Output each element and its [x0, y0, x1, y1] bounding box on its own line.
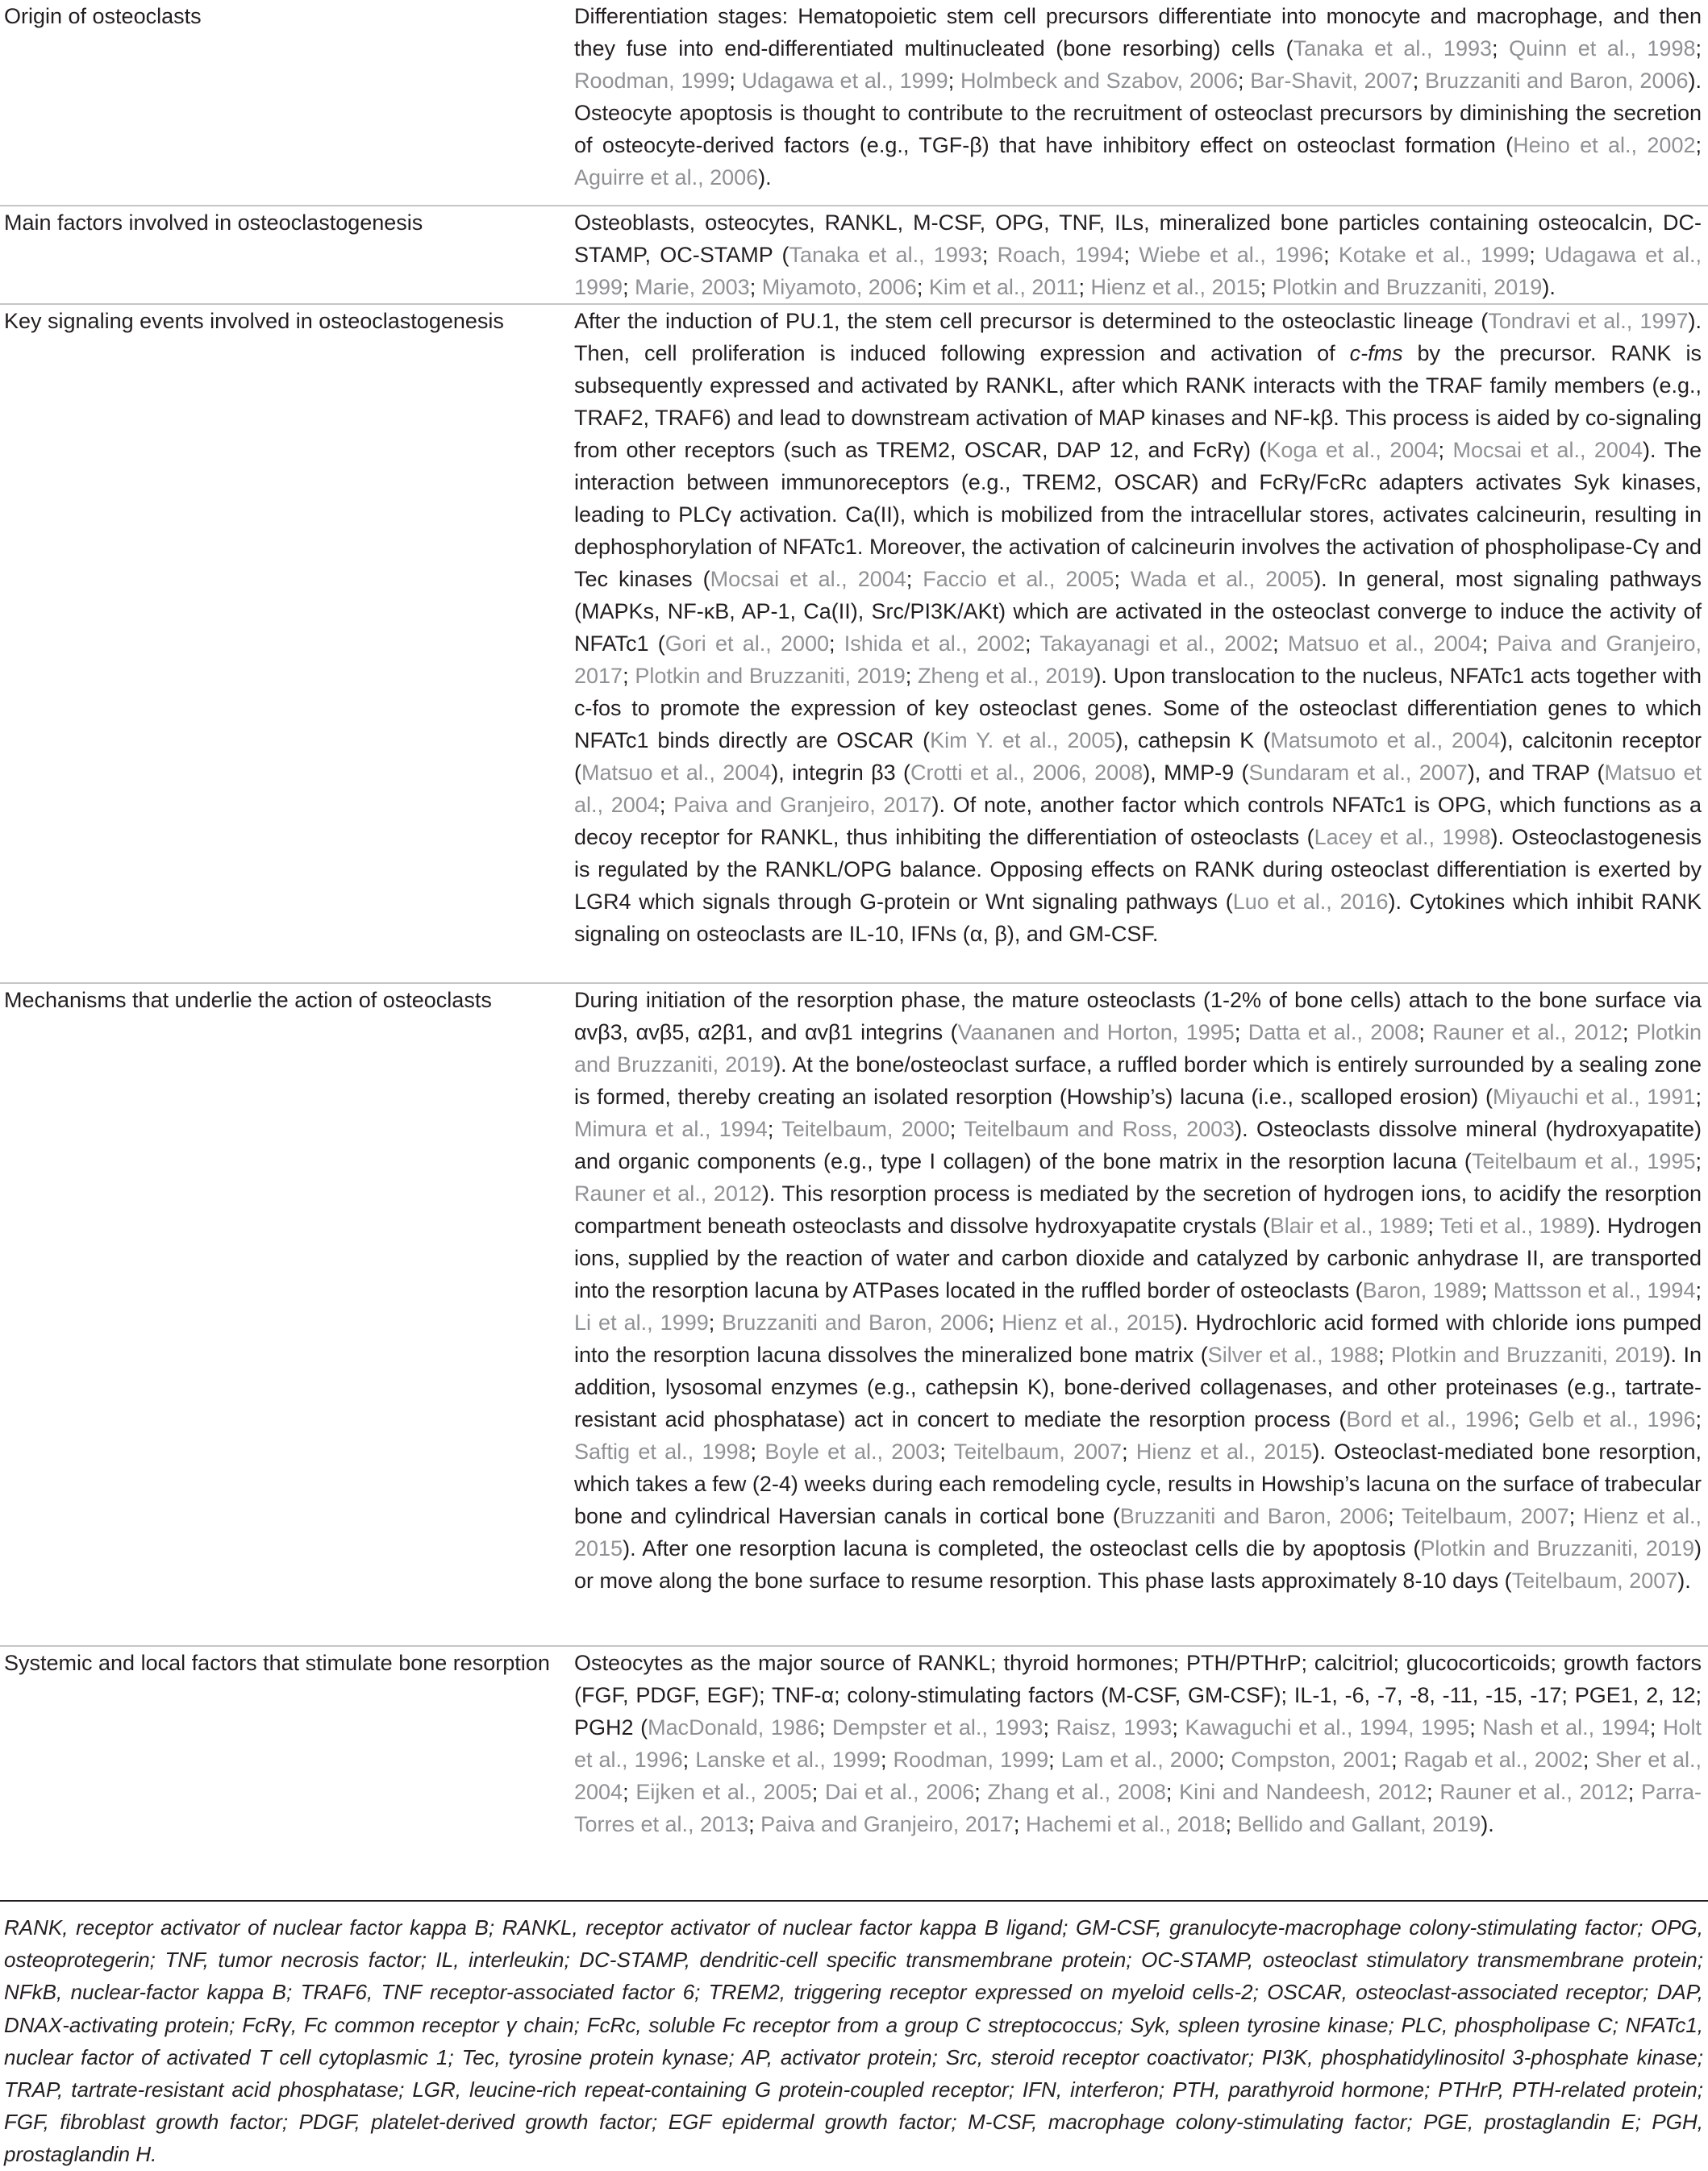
- citation: Rauner et al., 2012: [1432, 1020, 1623, 1044]
- citation: Bord et al., 1996: [1346, 1407, 1514, 1431]
- citation: Plotkin and Bruzzaniti, 2019: [574, 1020, 1702, 1077]
- text-segment: ;: [708, 1311, 723, 1335]
- text-segment: ;: [819, 1715, 833, 1740]
- citation: Saftig et al., 1998: [574, 1440, 751, 1464]
- text-segment: ;: [1391, 1748, 1404, 1772]
- text-segment: ;: [1225, 1812, 1238, 1836]
- text-segment: ;: [623, 664, 635, 688]
- citation: Plotkin and Bruzzaniti, 2019: [635, 664, 906, 688]
- text-segment: ;: [1123, 243, 1139, 267]
- citation: Faccio et al., 2005: [923, 567, 1114, 591]
- row-text: [574, 0, 1708, 205]
- text-segment: ).: [1542, 275, 1556, 299]
- citation: Paiva and Granjeiro, 2017: [574, 631, 1702, 688]
- citation: Bruzzaniti and Baron, 2006: [722, 1311, 989, 1335]
- text-segment: During initiation of the resorption phase, the mature osteoclasts (1-2% of bone cells) attach to the bone surface via αvβ3, αvβ5, α2β1, and αvβ1 integrins (: [574, 988, 1702, 1044]
- citation: Plotkin and Bruzzaniti, 2019: [1272, 275, 1543, 299]
- citation: Hachemi et al., 2018: [1025, 1812, 1226, 1836]
- table-row: [0, 0, 1708, 205]
- text-segment: ). The interaction between immunoreceptors (e.g., TREM2, OSCAR) and FcRγ/FcRc adapters activates Syk kinases, leading to PLCγ activation. Ca(II), which is mobilized from the intracellular stores, activates calcineurin, resulting in dephosphorylation of NFATc1. Moreover, the activation of calcineurin involves the activation of phospholipase-Cγ and Tec kinases (: [574, 438, 1702, 591]
- citation: Teitelbaum, 2007: [953, 1440, 1123, 1464]
- citation: Roach, 1994: [997, 243, 1124, 267]
- citation: Nash et al., 1994: [1482, 1715, 1650, 1740]
- citation: Luo et al., 2016: [1232, 890, 1389, 914]
- citation: Bellido and Gallant, 2019: [1237, 1812, 1481, 1836]
- citation: Sher et al., 2004: [574, 1748, 1702, 1804]
- citation: Eijken et al., 2005: [635, 1780, 812, 1804]
- text-segment: ). Hydrochloric acid formed with chloride ions pumped into the resorption lacuna dissolves the mineralized bone matrix (: [574, 1311, 1702, 1367]
- text-segment: ;: [1412, 69, 1425, 93]
- text-segment: ;: [1043, 1715, 1056, 1740]
- text-segment: ). Osteocyte apoptosis is thought to contribute to the recruitment of osteoclast precursors by diminishing the secretion of osteocyte-derived factors (e.g., TGF-β) that have inhibitory effect on osteoclast formation (: [574, 69, 1702, 157]
- table-row: [0, 303, 1708, 982]
- text-segment: ). After one resorption lacuna is completed, the osteoclast cells die by apoptosis (: [623, 1536, 1421, 1561]
- citation: Teitelbaum, 2007: [1511, 1569, 1678, 1593]
- text-segment: ;: [916, 275, 929, 299]
- citation: Teti et al., 1989: [1439, 1214, 1588, 1238]
- text-segment: ). Cytokines which inhibit RANK signaling on osteoclasts are IL-10, IFNs (α, β), and GM-CSF.: [574, 890, 1702, 946]
- citation: Plotkin and Bruzzaniti, 2019: [1420, 1536, 1694, 1561]
- text-segment: ;: [1078, 275, 1091, 299]
- citation: Udagawa et al., 1999: [741, 69, 948, 93]
- row-label: Main factors involved in osteoclastogenesis: [4, 210, 423, 235]
- citation: Paiva and Granjeiro, 2017: [760, 1812, 1014, 1836]
- text-segment: ;: [1695, 36, 1702, 60]
- text-segment: ;: [1122, 1440, 1136, 1464]
- text-segment: ).: [758, 165, 772, 190]
- citation: Hienz et al., 2015: [574, 1504, 1702, 1561]
- text-segment: ), MMP-9 (: [1143, 760, 1249, 785]
- text-segment: ;: [1427, 1214, 1440, 1238]
- citation: Kawaguchi et al., 1994, 1995: [1185, 1715, 1470, 1740]
- text-segment: ;: [811, 1780, 825, 1804]
- text-segment: ;: [1114, 567, 1131, 591]
- row-text: [574, 305, 1708, 982]
- citation: Roodman, 1999: [893, 1748, 1049, 1772]
- citation: Boyle et al., 2003: [764, 1440, 940, 1464]
- citation: Dai et al., 2006: [824, 1780, 975, 1804]
- citation: Koga et al., 2004: [1266, 438, 1439, 462]
- citation: Mattsson et al., 1994: [1493, 1278, 1696, 1302]
- text-segment: ;: [1695, 1149, 1702, 1173]
- citation: Bar-Shavit, 2007: [1250, 69, 1413, 93]
- citation: Miyauchi et al., 1991: [1492, 1085, 1696, 1109]
- row-label: Origin of osteoclasts: [4, 4, 202, 28]
- text-segment: ;: [1323, 243, 1339, 267]
- text-segment: After the induction of PU.1, the stem cell precursor is determined to the osteoclastic lineage (: [574, 309, 1489, 333]
- text-segment: ;: [988, 1311, 1002, 1335]
- citation: Teitelbaum et al., 1995: [1471, 1149, 1696, 1173]
- text-segment: ), cathepsin K (: [1115, 728, 1271, 752]
- citation: Teitelbaum and Ross, 2003: [964, 1117, 1235, 1141]
- text-segment: ;: [1427, 1780, 1440, 1804]
- text-segment: ;: [1418, 1020, 1433, 1044]
- citation: Matsuo et al., 2004: [574, 760, 1702, 817]
- citation: Marie, 2003: [635, 275, 750, 299]
- text-segment: ).: [1481, 1812, 1494, 1836]
- row-label: Key signaling events involved in osteoclastogenesis: [4, 309, 504, 333]
- citation: Holt et al., 1996: [574, 1715, 1702, 1772]
- citation: Crotti et al., 2006, 2008: [910, 760, 1144, 785]
- citation: Kotake et al., 1999: [1338, 243, 1530, 267]
- citation: Lanske et al., 1999: [695, 1748, 881, 1772]
- text-segment: ;: [1529, 243, 1544, 267]
- text-segment: ). In addition, lysosomal enzymes (e.g., cathepsin K), bone-derived collagenases, and other proteinases (e.g., tartrate-resistant acid phosphatase) act in concert to mediate the resorption process (: [574, 1343, 1702, 1431]
- text-segment: ;: [1013, 1812, 1026, 1836]
- citation: Lam et al., 2000: [1060, 1748, 1219, 1772]
- text-segment: ;: [749, 275, 762, 299]
- citation: Gelb et al., 1996: [1528, 1407, 1696, 1431]
- citation: Udagawa et al., 1999: [574, 243, 1702, 299]
- text-segment: ;: [750, 1440, 765, 1464]
- citation: Bruzzaniti and Baron, 2006: [1424, 69, 1689, 93]
- citation: Hienz et al., 2015: [1002, 1311, 1175, 1335]
- text-segment: ). This resorption process is mediated by the secretion of hydrogen ions, to acidify the resorption compartment beneath osteoclasts and dissolve hydroxyapatite crystals (: [574, 1181, 1702, 1238]
- text-segment: ;: [1695, 1278, 1702, 1302]
- row-text: [574, 1647, 1708, 1881]
- citation: Miyamoto, 2006: [761, 275, 917, 299]
- citation: Vaananen and Horton, 1995: [957, 1020, 1235, 1044]
- table-row: [0, 982, 1708, 1645]
- text-segment: ;: [729, 69, 742, 93]
- text-segment: ).: [1677, 1569, 1691, 1593]
- citation: Aguirre et al., 2006: [574, 165, 759, 190]
- text-segment: ). Osteoclasts dissolve mineral (hydroxyapatite) and organic components (e.g., type I collagen) of the bone matrix in the resorption lacuna (: [574, 1117, 1702, 1173]
- text-segment: ;: [906, 567, 923, 591]
- row-label: Mechanisms that underlie the action of osteoclasts: [4, 988, 492, 1012]
- text-segment: ;: [1481, 1278, 1493, 1302]
- text-segment: ;: [1260, 275, 1273, 299]
- citation: Matsuo et al., 2004: [1287, 631, 1482, 656]
- citation: Wada et al., 2005: [1131, 567, 1314, 591]
- citation: Heino et al., 2002: [1513, 133, 1696, 157]
- citation: Kim Y. et al., 2005: [930, 728, 1116, 752]
- text-segment: ;: [1492, 36, 1510, 60]
- citation: Mimura et al., 1994: [574, 1117, 768, 1141]
- citation: Plotkin and Bruzzaniti, 2019: [1391, 1343, 1664, 1367]
- text-segment: ;: [1378, 1343, 1392, 1367]
- text-segment: ;: [1218, 1748, 1231, 1772]
- text-segment: ;: [829, 631, 844, 656]
- citation: Teitelbaum, 2007: [1401, 1504, 1569, 1528]
- text-segment: ;: [1649, 1715, 1663, 1740]
- text-segment: ;: [1695, 1407, 1702, 1431]
- text-segment: ), calcitonin receptor (: [574, 728, 1702, 785]
- citation: Teitelbaum, 2000: [781, 1117, 950, 1141]
- text-segment: ;: [1238, 69, 1251, 93]
- text-segment: ;: [905, 664, 919, 688]
- abbreviations-footnote: RANK, receptor activator of nuclear factor kappa B; RANKL, receptor activator of nuclear factor kappa B ligand; GM-CSF, granulocyte-macrophage colony-stimulating factor; OPG, osteoprotegerin; TNF, tumor necrosis factor; IL, interleukin; DC-STAMP, dendritic-cell specific transmembrane protein; OC-STAMP, osteoclast stimulatory transmembrane protein; NFkB, nuclear-factor kappa B; TRAF6, TNF receptor-associated factor 6; TREM2, triggering receptor expressed on myeloid cells-2; OSCAR, osteoclast-associated receptor; DAP, DNAX-activating protein; FcRγ, Fc common receptor γ chain; FcRc, soluble Fc receptor from a group C streptococcus; Syk, spleen tyrosine kinase; PLC, phospholipase C; NFATc1, nuclear factor of activated T cell cytoplasmic 1; Tec, tyrosine protein kynase; AP, activator protein; Src, steroid receptor coactivator; PI3K, phosphatidylinositol 3-phosphate kinase; TRAP, tartrate-resistant acid phosphatase; LGR, leucine-rich repeat-containing G protein-coupled receptor; IFN, interferon; PTH, parathyroid hormone; PTHrP, PTH-related protein; FGF, fibroblast growth factor; PDGF, platelet-derived growth factor; EGF epidermal growth factor; M-CSF, macrophage colony-stimulating factor; PGE, prostaglandin E; PGH, prostaglandin H.: [0, 1900, 1708, 2171]
- text-segment: ;: [682, 1748, 696, 1772]
- citation: Kim et al., 2011: [928, 275, 1079, 299]
- text-segment: ). Osteoclast-mediated bone resorption, which takes a few (2-4) weeks during each remodeling cycle, results in Howship’s lacuna on the surface of trabecular bone and cylindrical Haversian canals in cortical bone (: [574, 1440, 1702, 1528]
- table-row: [0, 205, 1708, 303]
- text-segment: ;: [1048, 1748, 1061, 1772]
- citation: Gori et al., 2000: [664, 631, 829, 656]
- citation: Parra-Torres et al., 2013: [574, 1780, 1702, 1836]
- citation: Takayanagi et al., 2002: [1039, 631, 1273, 656]
- text-segment: ;: [767, 1117, 782, 1141]
- text-segment: ;: [1513, 1407, 1528, 1431]
- text-segment: ;: [1695, 1085, 1702, 1109]
- text-segment: ;: [1172, 1715, 1185, 1740]
- citation: Datta et al., 2008: [1248, 1020, 1419, 1044]
- row-label: Systemic and local factors that stimulate bone resorption: [4, 1651, 550, 1675]
- citation: Paiva and Granjeiro, 2017: [673, 793, 932, 817]
- citation: Li et al., 1999: [574, 1311, 709, 1335]
- citation: Zhang et al., 2008: [987, 1780, 1166, 1804]
- citation: Blair et al., 1989: [1269, 1214, 1428, 1238]
- text-segment: ;: [1273, 631, 1288, 656]
- citation: Rauner et al., 2012: [574, 1181, 762, 1206]
- citation: Tanaka et al., 1993: [789, 243, 982, 267]
- text-segment: ;: [1481, 631, 1498, 656]
- citation: MacDonald, 1986: [648, 1715, 819, 1740]
- text-segment: ), integrin β3 (: [771, 760, 911, 785]
- citation: Hienz et al., 2015: [1135, 1440, 1313, 1464]
- text-segment: ;: [1627, 1780, 1641, 1804]
- text-segment: ;: [1025, 631, 1040, 656]
- citation: Ragab et al., 2002: [1403, 1748, 1583, 1772]
- text-segment: ). Osteoclastogenesis is regulated by the RANKL/OPG balance. Opposing effects on RANK during osteoclast differentiation is exerted by LGR4 which signals through G-protein or Wnt signaling pathways (: [574, 825, 1702, 914]
- text-segment: ;: [1234, 1020, 1248, 1044]
- citation: Baron, 1989: [1362, 1278, 1481, 1302]
- text-segment: ;: [939, 1440, 954, 1464]
- text-segment: ;: [1695, 133, 1702, 157]
- text-segment: ;: [1438, 438, 1453, 462]
- citation: Rauner et al., 2012: [1439, 1780, 1628, 1804]
- text-segment: ;: [974, 1780, 988, 1804]
- text-segment: ;: [1469, 1715, 1483, 1740]
- citation: Dempster et al., 1993: [832, 1715, 1044, 1740]
- citation: Holmbeck and Szabov, 2006: [960, 69, 1239, 93]
- citation: Matsumoto et al., 2004: [1270, 728, 1501, 752]
- text-segment: ;: [623, 275, 635, 299]
- citation: Wiebe et al., 1996: [1139, 243, 1324, 267]
- citation: Mocsai et al., 2004: [710, 567, 906, 591]
- text-segment: ), and TRAP (: [1467, 760, 1605, 785]
- text-segment: ;: [880, 1748, 894, 1772]
- citation: Lacey et al., 1998: [1314, 825, 1491, 849]
- text-segment: ;: [949, 1117, 964, 1141]
- citation: Tondravi et al., 1997: [1488, 309, 1689, 333]
- citation: Roodman, 1999: [574, 69, 730, 93]
- text-segment: ;: [748, 1812, 761, 1836]
- gene-name: c-fms: [1349, 341, 1403, 365]
- text-segment: ;: [1582, 1748, 1596, 1772]
- citation: Hienz et al., 2015: [1090, 275, 1260, 299]
- text-segment: by the precursor. RANK is subsequently expressed and activated by RANKL, after which RANK interacts with the TRAF family members (e.g., TRAF2, TRAF6) and lead to downstream activation of MAP kinases and NF-kβ. This process is aided by co-signaling from other receptors (such as TREM2, OSCAR, DAP 12, and FcRγ) (: [574, 341, 1702, 462]
- citation: Tanaka et al., 1993: [1293, 36, 1492, 60]
- text-segment: ;: [623, 1780, 636, 1804]
- text-segment: ;: [948, 69, 960, 93]
- text-segment: ;: [1388, 1504, 1402, 1528]
- text-segment: Osteoblasts, osteocytes, RANKL, M-CSF, OPG, TNF, ILs, mineralized bone particles containing osteocalcin, DC-STAMP, OC-STAMP (: [574, 210, 1702, 267]
- citation: Compston, 2001: [1231, 1748, 1392, 1772]
- text-segment: ) or move along the bone surface to resume resorption. This phase lasts approximately 8-10 days (: [574, 1536, 1702, 1593]
- text-segment: ). In general, most signaling pathways (MAPKs, NF-κB, AP-1, Ca(II), Src/PI3K/AKt) which are activated in the osteoclast converge to induce the activity of NFATc1 (: [574, 567, 1702, 656]
- text-segment: ;: [1568, 1504, 1583, 1528]
- text-segment: ). Hydrogen ions, supplied by the reaction of water and carbon dioxide and catalyzed by carbonic anhydrase II, are transported into the resorption lacuna by ATPases located in the ruffled border of osteoclasts (: [574, 1214, 1702, 1302]
- citation: Zheng et al., 2019: [918, 664, 1094, 688]
- text-segment: ;: [659, 793, 674, 817]
- row-text: [574, 984, 1708, 1645]
- citation: Raisz, 1993: [1056, 1715, 1173, 1740]
- text-segment: Differentiation stages: Hematopoietic stem cell precursors differentiate into monocyte and macrophage, and then they fuse into end-differentiated multinucleated (bone resorbing) cells (: [574, 4, 1702, 60]
- citation: Ishida et al., 2002: [844, 631, 1026, 656]
- text-segment: ). At the bone/osteoclast surface, a ruffled border which is entirely surrounded by a sealing zone is formed, thereby creating an isolated resorption (Howship’s) lacuna (i.e., scalloped erosion) (: [574, 1052, 1702, 1109]
- citation: Quinn et al., 1998: [1509, 36, 1696, 60]
- citation: Bruzzaniti and Baron, 2006: [1119, 1504, 1389, 1528]
- text-segment: Osteocytes as the major source of RANKL; thyroid hormones; PTH/PTHrP; calcitriol; glucocorticoids; growth factors (FGF, PDGF, EGF); TNF-α; colony-stimulating factors (M-CSF, GM-CSF); IL-1, -6, -7, -8, -11, -15, -17; PGE1, 2, 12; PGH2 (: [574, 1651, 1702, 1740]
- text-segment: ;: [1165, 1780, 1180, 1804]
- text-segment: ;: [981, 243, 998, 267]
- citation: Matsuo et al., 2004: [581, 760, 772, 785]
- citation: Sundaram et al., 2007: [1248, 760, 1468, 785]
- text-segment: ). Then, cell proliferation is induced following expression and activation of: [574, 309, 1702, 365]
- text-segment: ). Upon translocation to the nucleus, NFATc1 acts together with c-fos to promote the expression of key osteoclast genes. Some of the osteoclast differentiation genes to which NFATc1 binds directly are OSCAR (: [574, 664, 1702, 752]
- table-row: [0, 1645, 1708, 1881]
- row-text: [574, 206, 1708, 303]
- text-segment: ;: [1622, 1020, 1636, 1044]
- citation: Mocsai et al., 2004: [1452, 438, 1643, 462]
- text-segment: ). Of note, another factor which controls NFATc1 is OPG, which functions as a decoy receptor for RANKL, thus inhibiting the differentiation of osteoclasts (: [574, 793, 1702, 849]
- citation: Silver et al., 1988: [1207, 1343, 1379, 1367]
- citation: Kini and Nandeesh, 2012: [1179, 1780, 1427, 1804]
